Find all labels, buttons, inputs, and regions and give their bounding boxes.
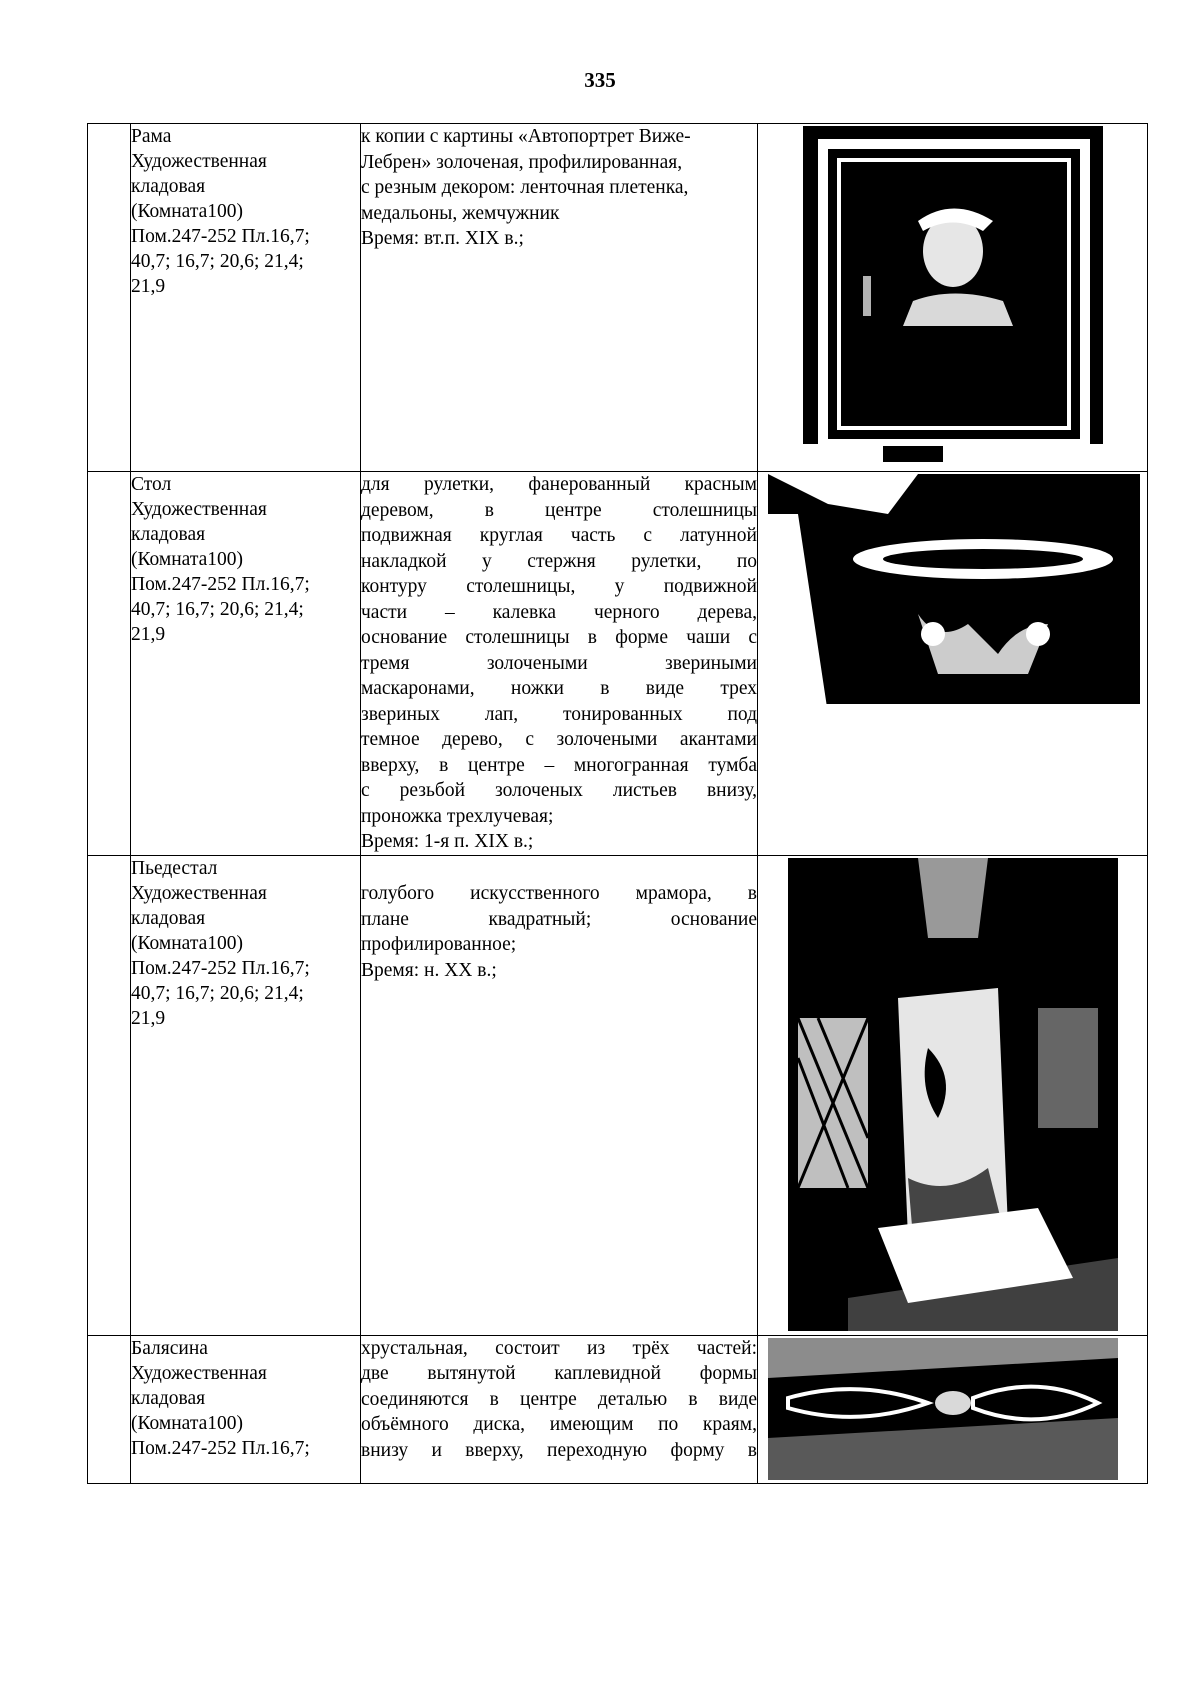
description-line: две вытянутой каплевидной формы [361,1363,757,1384]
room-number: 100) [207,932,243,954]
description-line: вверху, в центре – многогранная тумба [361,754,757,776]
baluster-photo [768,1338,1118,1480]
description-line: медальоны, жемчужник [361,202,560,224]
inventory-table [87,123,1148,1484]
item-location: кладовая [131,907,206,929]
photo-cell [758,1335,1148,1483]
page-number: 335 [584,68,616,92]
roulette-table-photo [768,474,1140,714]
description-line: плане квадратный; основание [361,908,757,930]
description-line: хрустальная, состоит из трёх частей: [361,1337,757,1359]
room-label: (Комната [131,932,208,954]
description-line: объёмного диска, имеющим по краям, [361,1414,757,1435]
item-name: Рама [131,126,172,147]
item-location: Художественная [131,882,267,904]
item-name-cell [131,124,361,472]
description-line: части – калевка черного дерева, [361,601,757,623]
description-line: маскаронами, ножки в виде трех [361,678,757,699]
room-line [131,931,360,956]
description-line: темное дерево, с золочеными акантами [361,729,757,750]
table-row [88,124,1148,472]
room-label: (Комната [131,549,208,570]
index-cell [88,124,131,472]
item-name: Пьедестал [131,857,218,879]
item-location: Художественная [131,151,267,172]
index-cell [88,855,131,1335]
room-line [131,547,360,572]
description-line: с резьбой золоченых листьев внизу, [361,780,757,801]
table-row [88,1335,1148,1483]
room-line [131,199,360,224]
room-label: (Комната [131,1412,208,1434]
room-number: 100) [207,549,243,570]
areas: 40,7; 16,7; 20,6; 21,4; [131,251,304,272]
description-line: голубого искусственного мрамора, в [361,883,757,904]
photo-cell [758,855,1148,1335]
description-line: подвижная круглая часть с латунной [361,525,757,546]
index-cell [88,1335,131,1483]
areas: 21,9 [131,1007,166,1029]
photo-cell [758,124,1148,472]
item-name: Стол [131,474,172,495]
table-row [88,472,1148,856]
premises: Пом.247-252 Пл.16,7; [131,574,310,595]
description-line: звериных лап, тонированных под [361,703,757,725]
description-line: соединяются в центре деталью в виде [361,1388,757,1410]
index-cell [88,472,131,856]
description-line: Лебрен» золоченая, профилированная, [361,151,683,173]
item-name-cell [131,855,361,1335]
item-location: кладовая [131,176,206,197]
description-line: Время: н. XX в.; [361,959,497,981]
description-line: накладкой у стержня рулетки, по [361,550,757,572]
item-name-cell [131,1335,361,1483]
areas: 40,7; 16,7; 20,6; 21,4; [131,599,304,620]
description-line: для рулетки, фанерованный красным [361,474,757,495]
premises: Пом.247-252 Пл.16,7; [131,1437,310,1459]
premises: Пом.247-252 Пл.16,7; [131,957,310,979]
description-line [361,856,757,882]
description-line: внизу и вверху, переходную форму в [361,1439,757,1461]
description-line: Время: 1-я п. XIX в.; [361,831,534,852]
room-label: (Комната [131,201,208,222]
item-location: кладовая [131,1387,206,1409]
room-line [131,1411,360,1436]
description-line: тремя золочеными звериными [361,652,757,674]
description-line: профилированное; [361,934,517,955]
areas: 21,9 [131,624,166,645]
item-location: Художественная [131,499,267,520]
item-location: Художественная [131,1362,267,1384]
description-line: Время: вт.п. XIX в.; [361,228,524,249]
picture-frame-photo [803,126,1103,466]
item-location: кладовая [131,524,206,545]
areas: 21,9 [131,276,166,297]
description-line: основание столешницы в форме чаши с [361,627,757,648]
item-name-cell [131,472,361,856]
photo-cell [758,472,1148,856]
description-line: к копии с картины «Автопортрет Виже- [361,126,691,147]
premises: Пом.247-252 Пл.16,7; [131,226,310,247]
description-line: проножка трехлучевая; [361,805,554,827]
room-number: 100) [207,1412,243,1434]
pedestal-photo [788,858,1118,1331]
description-cell [361,1335,758,1483]
areas: 40,7; 16,7; 20,6; 21,4; [131,982,304,1004]
description-cell [361,472,758,856]
table-row [88,855,1148,1335]
description-line: контуру столешницы, у подвижной [361,576,757,597]
description-cell [361,124,758,472]
description-cell [361,855,758,1335]
item-name: Балясина [131,1337,208,1359]
description-line: с резным декором: ленточная плетенка, [361,177,689,198]
description-line: деревом, в центре столешницы [361,499,757,521]
room-number: 100) [207,201,243,222]
